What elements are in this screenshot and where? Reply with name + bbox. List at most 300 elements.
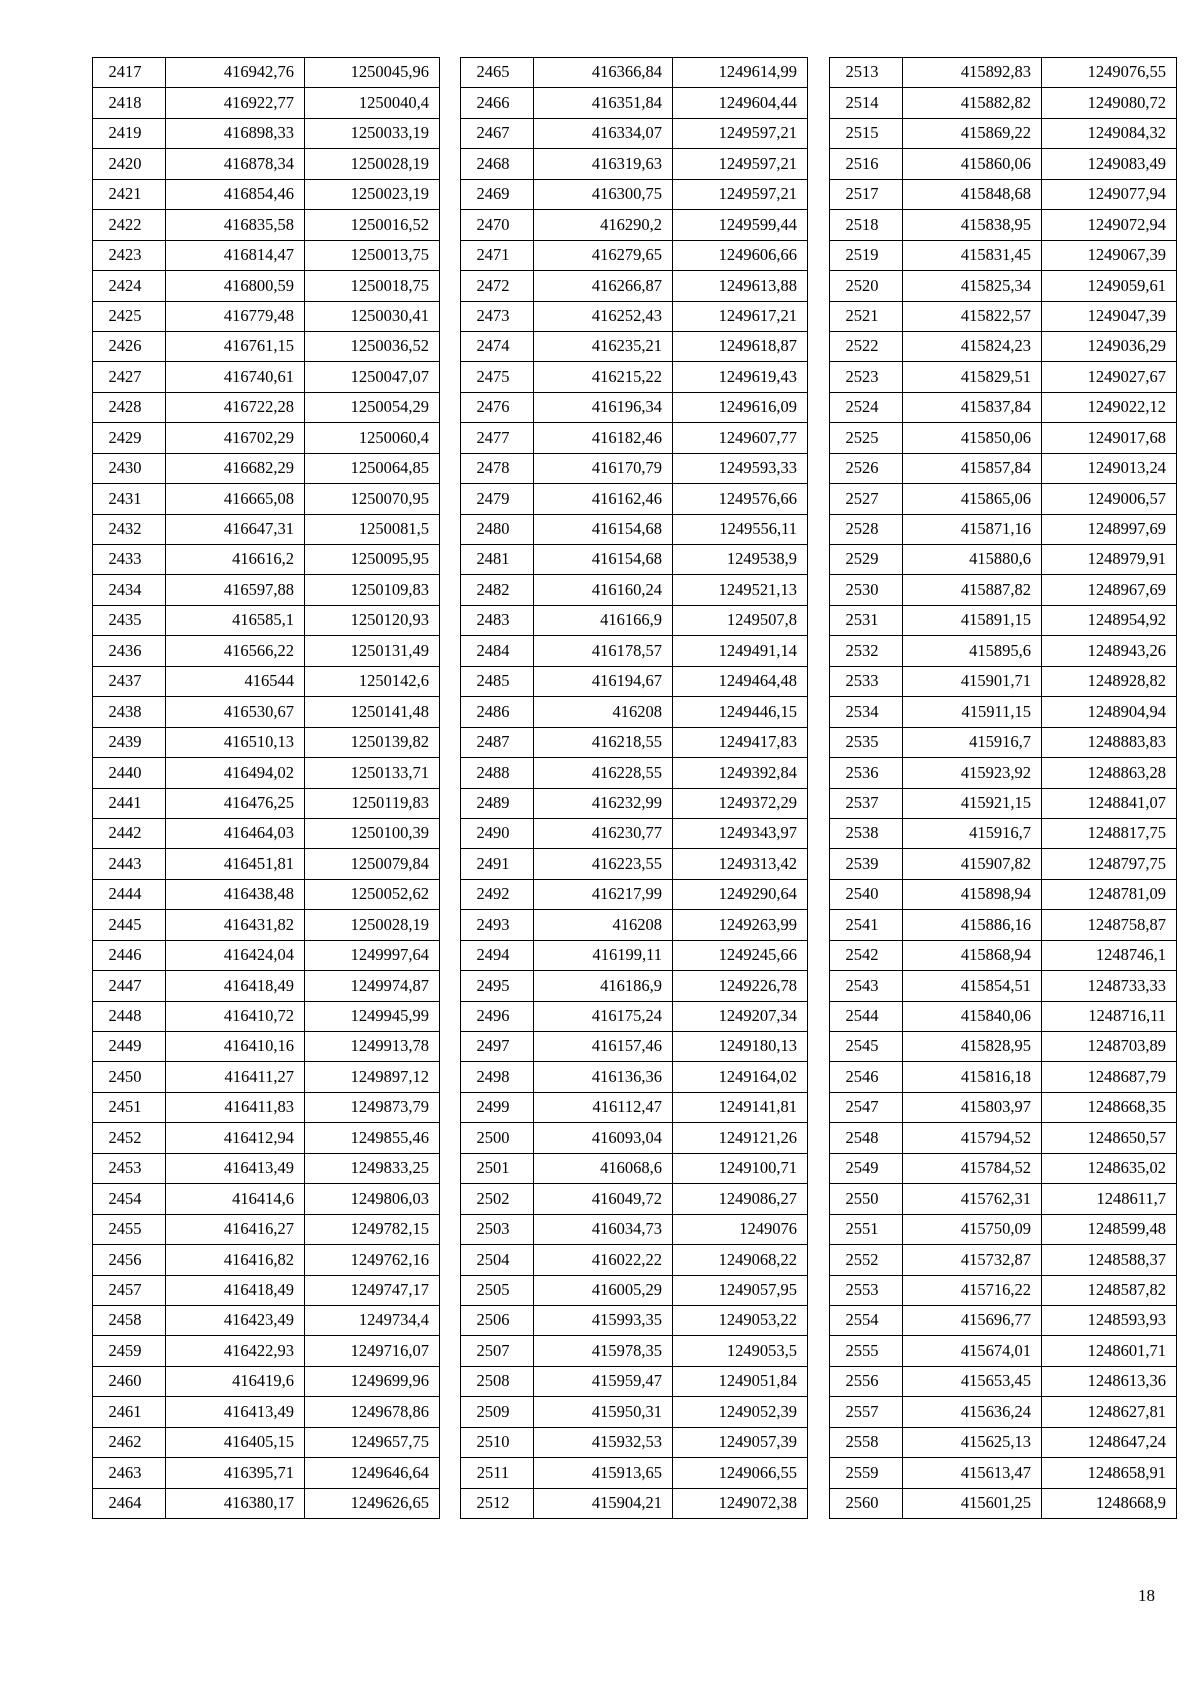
table-row	[830, 423, 1177, 453]
x-coordinate-cell: 416814,47	[166, 240, 305, 270]
y-coordinate-cell: 1250079,84	[305, 849, 440, 879]
x-coordinate-cell: 415613,47	[903, 1458, 1042, 1488]
point-number-cell: 2537	[830, 788, 903, 818]
point-number-cell: 2505	[461, 1275, 534, 1305]
y-coordinate-cell: 1249017,68	[1042, 423, 1177, 453]
y-coordinate-cell: 1248733,33	[1042, 971, 1177, 1001]
table-row	[830, 1458, 1177, 1488]
table-row	[461, 1336, 808, 1366]
point-number-cell: 2511	[461, 1458, 534, 1488]
point-number-cell: 2429	[93, 423, 166, 453]
point-number-cell: 2510	[461, 1427, 534, 1457]
x-coordinate-cell: 415923,92	[903, 758, 1042, 788]
table-row	[830, 210, 1177, 240]
y-coordinate-cell: 1249372,29	[673, 788, 808, 818]
x-coordinate-cell: 416412,94	[166, 1123, 305, 1153]
table-row	[830, 666, 1177, 696]
table-row	[461, 1092, 808, 1122]
y-coordinate-cell: 1248668,9	[1042, 1488, 1177, 1518]
x-coordinate-cell: 415959,47	[534, 1366, 673, 1396]
table-row	[93, 1458, 440, 1488]
x-coordinate-cell: 415913,65	[534, 1458, 673, 1488]
table-row	[830, 910, 1177, 940]
y-coordinate-cell: 1249047,39	[1042, 301, 1177, 331]
x-coordinate-cell: 416215,22	[534, 362, 673, 392]
point-number-cell: 2525	[830, 423, 903, 453]
point-number-cell: 2476	[461, 392, 534, 422]
x-coordinate-cell: 415871,16	[903, 514, 1042, 544]
point-number-cell: 2555	[830, 1336, 903, 1366]
table-row	[461, 118, 808, 148]
x-coordinate-cell: 416136,36	[534, 1062, 673, 1092]
table-body	[461, 58, 808, 1519]
point-number-cell: 2425	[93, 301, 166, 331]
y-coordinate-cell: 1250036,52	[305, 331, 440, 361]
table-row	[461, 514, 808, 544]
y-coordinate-cell: 1249077,94	[1042, 179, 1177, 209]
y-coordinate-cell: 1249616,09	[673, 392, 808, 422]
x-coordinate-cell: 416178,57	[534, 636, 673, 666]
point-number-cell: 2451	[93, 1092, 166, 1122]
table-row	[93, 118, 440, 148]
x-coordinate-cell: 416494,02	[166, 758, 305, 788]
x-coordinate-cell: 415828,95	[903, 1032, 1042, 1062]
point-number-cell: 2486	[461, 697, 534, 727]
table-row	[93, 1032, 440, 1062]
table-row	[830, 636, 1177, 666]
table-row	[93, 910, 440, 940]
point-number-cell: 2453	[93, 1153, 166, 1183]
point-number-cell: 2530	[830, 575, 903, 605]
point-number-cell: 2514	[830, 88, 903, 118]
y-coordinate-cell: 1249855,46	[305, 1123, 440, 1153]
x-coordinate-cell: 415674,01	[903, 1336, 1042, 1366]
y-coordinate-cell: 1249613,88	[673, 271, 808, 301]
table-row	[93, 971, 440, 1001]
y-coordinate-cell: 1250109,83	[305, 575, 440, 605]
table-row	[461, 849, 808, 879]
table-row	[93, 362, 440, 392]
x-coordinate-cell: 415625,13	[903, 1427, 1042, 1457]
table-row	[93, 1153, 440, 1183]
point-number-cell: 2551	[830, 1214, 903, 1244]
y-coordinate-cell: 1249100,71	[673, 1153, 808, 1183]
x-coordinate-cell: 416410,16	[166, 1032, 305, 1062]
x-coordinate-cell: 416418,49	[166, 1275, 305, 1305]
point-number-cell: 2492	[461, 879, 534, 909]
point-number-cell: 2519	[830, 240, 903, 270]
point-number-cell: 2501	[461, 1153, 534, 1183]
point-number-cell: 2449	[93, 1032, 166, 1062]
table-row	[830, 879, 1177, 909]
y-coordinate-cell: 1249052,39	[673, 1397, 808, 1427]
point-number-cell: 2532	[830, 636, 903, 666]
x-coordinate-cell: 416423,49	[166, 1305, 305, 1335]
x-coordinate-cell: 416154,68	[534, 545, 673, 575]
table-row	[830, 1305, 1177, 1335]
point-number-cell: 2437	[93, 666, 166, 696]
x-coordinate-cell: 416682,29	[166, 453, 305, 483]
y-coordinate-cell: 1248599,48	[1042, 1214, 1177, 1244]
y-coordinate-cell: 1249576,66	[673, 484, 808, 514]
point-number-cell: 2500	[461, 1123, 534, 1153]
x-coordinate-cell: 415762,31	[903, 1184, 1042, 1214]
y-coordinate-cell: 1250018,75	[305, 271, 440, 301]
table-row	[461, 423, 808, 453]
table-row	[461, 818, 808, 848]
x-coordinate-cell: 416022,22	[534, 1245, 673, 1275]
point-number-cell: 2419	[93, 118, 166, 148]
table-row	[93, 301, 440, 331]
table-row	[461, 727, 808, 757]
x-coordinate-cell: 416530,67	[166, 697, 305, 727]
table-row	[830, 758, 1177, 788]
point-number-cell: 2515	[830, 118, 903, 148]
table-row	[830, 575, 1177, 605]
x-coordinate-cell: 415824,23	[903, 331, 1042, 361]
y-coordinate-cell: 1249006,57	[1042, 484, 1177, 514]
x-coordinate-cell: 416175,24	[534, 1001, 673, 1031]
y-coordinate-cell: 1249619,43	[673, 362, 808, 392]
y-coordinate-cell: 1249080,72	[1042, 88, 1177, 118]
x-coordinate-cell: 416898,33	[166, 118, 305, 148]
x-coordinate-cell: 416476,25	[166, 788, 305, 818]
point-number-cell: 2463	[93, 1458, 166, 1488]
point-number-cell: 2464	[93, 1488, 166, 1518]
point-number-cell: 2481	[461, 545, 534, 575]
point-number-cell: 2548	[830, 1123, 903, 1153]
x-coordinate-cell: 416431,82	[166, 910, 305, 940]
table-row	[93, 697, 440, 727]
y-coordinate-cell: 1249072,38	[673, 1488, 808, 1518]
coordinate-table-1	[92, 57, 440, 1519]
table-row	[830, 392, 1177, 422]
point-number-cell: 2522	[830, 331, 903, 361]
point-number-cell: 2435	[93, 605, 166, 635]
table-row	[830, 940, 1177, 970]
point-number-cell: 2443	[93, 849, 166, 879]
y-coordinate-cell: 1249343,97	[673, 818, 808, 848]
point-number-cell: 2540	[830, 879, 903, 909]
table-row	[830, 1032, 1177, 1062]
y-coordinate-cell: 1248593,93	[1042, 1305, 1177, 1335]
x-coordinate-cell: 415898,94	[903, 879, 1042, 909]
point-number-cell: 2493	[461, 910, 534, 940]
x-coordinate-cell: 416702,29	[166, 423, 305, 453]
y-coordinate-cell: 1250054,29	[305, 392, 440, 422]
y-coordinate-cell: 1249597,21	[673, 149, 808, 179]
x-coordinate-cell: 416112,47	[534, 1092, 673, 1122]
y-coordinate-cell: 1249053,22	[673, 1305, 808, 1335]
y-coordinate-cell: 1248668,35	[1042, 1092, 1177, 1122]
table-row	[830, 362, 1177, 392]
table-row	[93, 1275, 440, 1305]
point-number-cell: 2488	[461, 758, 534, 788]
x-coordinate-cell: 416544	[166, 666, 305, 696]
y-coordinate-cell: 1249207,34	[673, 1001, 808, 1031]
point-number-cell: 2538	[830, 818, 903, 848]
table-row	[93, 179, 440, 209]
y-coordinate-cell: 1249521,13	[673, 575, 808, 605]
point-number-cell: 2531	[830, 605, 903, 635]
y-coordinate-cell: 1248650,57	[1042, 1123, 1177, 1153]
table-row	[461, 910, 808, 940]
point-number-cell: 2473	[461, 301, 534, 331]
x-coordinate-cell: 416585,1	[166, 605, 305, 635]
x-coordinate-cell: 415882,82	[903, 88, 1042, 118]
y-coordinate-cell: 1248588,37	[1042, 1245, 1177, 1275]
y-coordinate-cell: 1250023,19	[305, 179, 440, 209]
point-number-cell: 2469	[461, 179, 534, 209]
y-coordinate-cell: 1249059,61	[1042, 271, 1177, 301]
x-coordinate-cell: 416761,15	[166, 331, 305, 361]
x-coordinate-cell: 415822,57	[903, 301, 1042, 331]
point-number-cell: 2432	[93, 514, 166, 544]
x-coordinate-cell: 415854,51	[903, 971, 1042, 1001]
x-coordinate-cell: 415880,6	[903, 545, 1042, 575]
point-number-cell: 2521	[830, 301, 903, 331]
point-number-cell: 2479	[461, 484, 534, 514]
point-number-cell: 2533	[830, 666, 903, 696]
y-coordinate-cell: 1249068,22	[673, 1245, 808, 1275]
table-row	[461, 605, 808, 635]
table-row	[830, 1092, 1177, 1122]
point-number-cell: 2550	[830, 1184, 903, 1214]
point-number-cell: 2439	[93, 727, 166, 757]
y-coordinate-cell: 1249027,67	[1042, 362, 1177, 392]
x-coordinate-cell: 416162,46	[534, 484, 673, 514]
y-coordinate-cell: 1249180,13	[673, 1032, 808, 1062]
table-row	[93, 1123, 440, 1153]
point-number-cell: 2434	[93, 575, 166, 605]
point-number-cell: 2431	[93, 484, 166, 514]
table-row	[830, 1397, 1177, 1427]
table-row	[93, 514, 440, 544]
y-coordinate-cell: 1249164,02	[673, 1062, 808, 1092]
table-row	[461, 575, 808, 605]
x-coordinate-cell: 416451,81	[166, 849, 305, 879]
table-row	[461, 1153, 808, 1183]
table-row	[830, 331, 1177, 361]
table-row	[830, 149, 1177, 179]
x-coordinate-cell: 416290,2	[534, 210, 673, 240]
x-coordinate-cell: 416208	[534, 697, 673, 727]
table-row	[461, 697, 808, 727]
y-coordinate-cell: 1249076,55	[1042, 58, 1177, 88]
point-number-cell: 2536	[830, 758, 903, 788]
y-coordinate-cell: 1248967,69	[1042, 575, 1177, 605]
x-coordinate-cell: 416334,07	[534, 118, 673, 148]
point-number-cell: 2444	[93, 879, 166, 909]
y-coordinate-cell: 1250120,93	[305, 605, 440, 635]
x-coordinate-cell: 416395,71	[166, 1458, 305, 1488]
y-coordinate-cell: 1249022,12	[1042, 392, 1177, 422]
table-row	[461, 301, 808, 331]
x-coordinate-cell: 416854,46	[166, 179, 305, 209]
point-number-cell: 2426	[93, 331, 166, 361]
point-number-cell: 2549	[830, 1153, 903, 1183]
point-number-cell: 2535	[830, 727, 903, 757]
x-coordinate-cell: 416196,34	[534, 392, 673, 422]
x-coordinate-cell: 415916,7	[903, 727, 1042, 757]
x-coordinate-cell: 415601,25	[903, 1488, 1042, 1518]
x-coordinate-cell: 416157,46	[534, 1032, 673, 1062]
point-number-cell: 2534	[830, 697, 903, 727]
table-row	[461, 58, 808, 88]
x-coordinate-cell: 415825,34	[903, 271, 1042, 301]
point-number-cell: 2529	[830, 545, 903, 575]
table-row	[93, 210, 440, 240]
x-coordinate-cell: 415892,83	[903, 58, 1042, 88]
point-number-cell: 2539	[830, 849, 903, 879]
table-row	[830, 1184, 1177, 1214]
x-coordinate-cell: 416223,55	[534, 849, 673, 879]
table-row	[830, 1001, 1177, 1031]
y-coordinate-cell: 1249593,33	[673, 453, 808, 483]
y-coordinate-cell: 1249806,03	[305, 1184, 440, 1214]
point-number-cell: 2495	[461, 971, 534, 1001]
x-coordinate-cell: 415978,35	[534, 1336, 673, 1366]
y-coordinate-cell: 1249657,75	[305, 1427, 440, 1457]
point-number-cell: 2517	[830, 179, 903, 209]
y-coordinate-cell: 1250100,39	[305, 818, 440, 848]
x-coordinate-cell: 415901,71	[903, 666, 1042, 696]
table-row	[461, 1184, 808, 1214]
table-row	[830, 58, 1177, 88]
x-coordinate-cell: 416416,27	[166, 1214, 305, 1244]
point-number-cell: 2490	[461, 818, 534, 848]
y-coordinate-cell: 1249607,77	[673, 423, 808, 453]
coordinate-table-2	[460, 57, 808, 1519]
point-number-cell: 2484	[461, 636, 534, 666]
point-number-cell: 2496	[461, 1001, 534, 1031]
y-coordinate-cell: 1249873,79	[305, 1092, 440, 1122]
x-coordinate-cell: 415886,16	[903, 910, 1042, 940]
y-coordinate-cell: 1248687,79	[1042, 1062, 1177, 1092]
x-coordinate-cell: 416740,61	[166, 362, 305, 392]
y-coordinate-cell: 1249716,07	[305, 1336, 440, 1366]
x-coordinate-cell: 416405,15	[166, 1427, 305, 1457]
x-coordinate-cell: 415911,15	[903, 697, 1042, 727]
x-coordinate-cell: 415868,94	[903, 940, 1042, 970]
table-row	[830, 1366, 1177, 1396]
y-coordinate-cell: 1249678,86	[305, 1397, 440, 1427]
table-row	[461, 1062, 808, 1092]
y-coordinate-cell: 1249036,29	[1042, 331, 1177, 361]
x-coordinate-cell: 416252,43	[534, 301, 673, 331]
x-coordinate-cell: 415860,06	[903, 149, 1042, 179]
table-row	[93, 484, 440, 514]
point-number-cell: 2547	[830, 1092, 903, 1122]
y-coordinate-cell: 1248904,94	[1042, 697, 1177, 727]
point-number-cell: 2557	[830, 1397, 903, 1427]
point-number-cell: 2460	[93, 1366, 166, 1396]
x-coordinate-cell: 416279,65	[534, 240, 673, 270]
y-coordinate-cell: 1249597,21	[673, 118, 808, 148]
y-coordinate-cell: 1249392,84	[673, 758, 808, 788]
y-coordinate-cell: 1248817,75	[1042, 818, 1177, 848]
x-coordinate-cell: 415895,6	[903, 636, 1042, 666]
y-coordinate-cell: 1248647,24	[1042, 1427, 1177, 1457]
y-coordinate-cell: 1250139,82	[305, 727, 440, 757]
point-number-cell: 2516	[830, 149, 903, 179]
table-row	[93, 575, 440, 605]
x-coordinate-cell: 415831,45	[903, 240, 1042, 270]
y-coordinate-cell: 1249086,27	[673, 1184, 808, 1214]
point-number-cell: 2442	[93, 818, 166, 848]
x-coordinate-cell: 415891,15	[903, 605, 1042, 635]
x-coordinate-cell: 416665,08	[166, 484, 305, 514]
y-coordinate-cell: 1250052,62	[305, 879, 440, 909]
point-number-cell: 2462	[93, 1427, 166, 1457]
table-row	[461, 1397, 808, 1427]
table-row	[830, 545, 1177, 575]
table-row	[93, 636, 440, 666]
x-coordinate-cell: 416411,27	[166, 1062, 305, 1092]
y-coordinate-cell: 1249072,94	[1042, 210, 1177, 240]
y-coordinate-cell: 1250060,4	[305, 423, 440, 453]
point-number-cell: 2472	[461, 271, 534, 301]
point-number-cell: 2558	[830, 1427, 903, 1457]
x-coordinate-cell: 416510,13	[166, 727, 305, 757]
x-coordinate-cell: 415750,09	[903, 1214, 1042, 1244]
y-coordinate-cell: 1249226,78	[673, 971, 808, 1001]
table-row	[461, 331, 808, 361]
y-coordinate-cell: 1250064,85	[305, 453, 440, 483]
table-row	[830, 301, 1177, 331]
x-coordinate-cell: 416319,63	[534, 149, 673, 179]
table-body	[93, 58, 440, 1519]
y-coordinate-cell: 1250033,19	[305, 118, 440, 148]
x-coordinate-cell: 415653,45	[903, 1366, 1042, 1396]
point-number-cell: 2541	[830, 910, 903, 940]
y-coordinate-cell: 1249762,16	[305, 1245, 440, 1275]
point-number-cell: 2467	[461, 118, 534, 148]
point-number-cell: 2478	[461, 453, 534, 483]
y-coordinate-cell: 1248928,82	[1042, 666, 1177, 696]
x-coordinate-cell: 415816,18	[903, 1062, 1042, 1092]
point-number-cell: 2528	[830, 514, 903, 544]
point-number-cell: 2560	[830, 1488, 903, 1518]
table-row	[830, 1123, 1177, 1153]
point-number-cell: 2545	[830, 1032, 903, 1062]
table-row	[830, 1275, 1177, 1305]
table-row	[93, 1184, 440, 1214]
table-row	[830, 1427, 1177, 1457]
x-coordinate-cell: 415857,84	[903, 453, 1042, 483]
y-coordinate-cell: 1248658,91	[1042, 1458, 1177, 1488]
point-number-cell: 2446	[93, 940, 166, 970]
y-coordinate-cell: 1250131,49	[305, 636, 440, 666]
point-number-cell: 2483	[461, 605, 534, 635]
table-row	[830, 849, 1177, 879]
y-coordinate-cell: 1249057,95	[673, 1275, 808, 1305]
point-number-cell: 2524	[830, 392, 903, 422]
table-row	[93, 392, 440, 422]
y-coordinate-cell: 1249121,26	[673, 1123, 808, 1153]
point-number-cell: 2504	[461, 1245, 534, 1275]
y-coordinate-cell: 1249083,49	[1042, 149, 1177, 179]
point-number-cell: 2417	[93, 58, 166, 88]
table-row	[461, 666, 808, 696]
y-coordinate-cell: 1250142,6	[305, 666, 440, 696]
y-coordinate-cell: 1249263,99	[673, 910, 808, 940]
y-coordinate-cell: 1249599,44	[673, 210, 808, 240]
y-coordinate-cell: 1249626,65	[305, 1488, 440, 1518]
table-row	[93, 545, 440, 575]
y-coordinate-cell: 1249618,87	[673, 331, 808, 361]
x-coordinate-cell: 416186,9	[534, 971, 673, 1001]
